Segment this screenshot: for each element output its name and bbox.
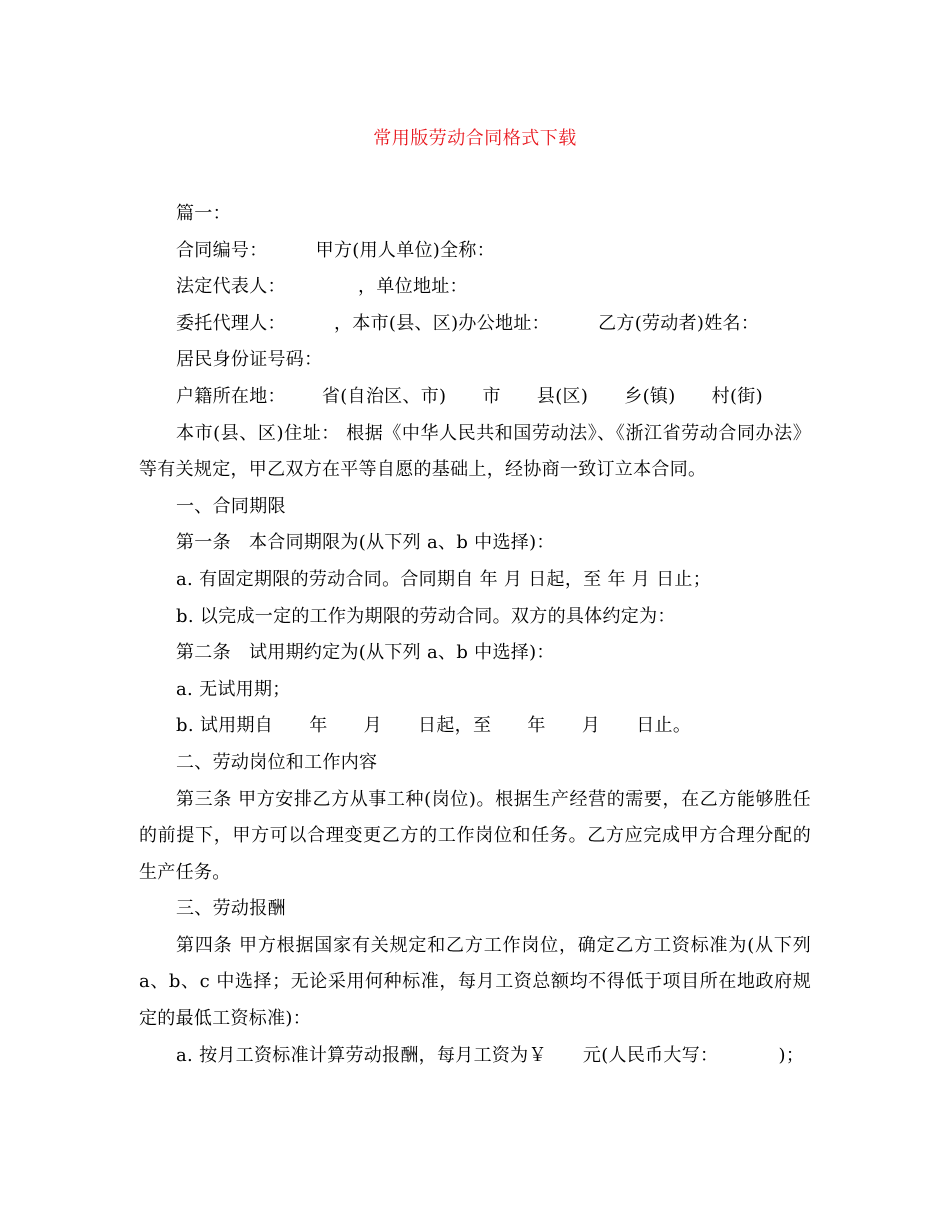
article-2-option-b: b. 试用期自 年 月 日起，至 年 月 日止。 xyxy=(176,715,692,737)
heading-remuneration: 三、劳动报酬 xyxy=(176,898,286,920)
text-line-contract-number: 合同编号： 甲方(用人单位)全称： xyxy=(176,239,496,261)
article-1-option-a: a. 有固定期限的劳动合同。合同期自 年 月 日起，至 年 月 日止； xyxy=(176,568,712,590)
text-line-legal-representative: 法定代表人： ，单位地址： xyxy=(176,276,468,298)
paragraph-address-basis: 本市(县、区)住址： 根据《中华人民共和国劳动法》、《浙江省劳动合同办法》等有关规定，甲乙双方在平等自愿的基础上，经协商一致订立本合同。 xyxy=(139,422,811,481)
text-line-id-number: 居民身份证号码： xyxy=(176,349,323,371)
heading-job-position: 二、劳动岗位和工作内容 xyxy=(176,751,378,773)
text-line-section-label: 篇一： xyxy=(176,203,231,224)
document-title: 常用版劳动合同格式下载 xyxy=(373,128,577,149)
article-3: 第三条 甲方安排乙方从事工种(岗位)。根据生产经营的需要，在乙方能够胜任的前提下，甲方可以合理变更乙方的工作岗位和任务。乙方应完成甲方合理分配的生产任务。 xyxy=(139,788,811,883)
article-1: 第一条 本合同期限为(从下列 a、b 中选择)： xyxy=(176,532,555,554)
text-line-household-registration: 户籍所在地： 省(自治区、市) 市 县(区) 乡(镇) 村(街) xyxy=(176,385,763,407)
article-4: 第四条 甲方根据国家有关规定和乙方工作岗位，确定乙方工资标准为(从下列 a、b、c 中选择；无论采用何种标准，每月工资总额均不得低于项目所在地政府规定的最低工资标准)： xyxy=(139,934,811,1030)
heading-contract-term: 一、合同期限 xyxy=(176,495,286,517)
text-line-authorized-agent: 委托代理人： ，本市(县、区)办公地址： 乙方(劳动者)姓名： xyxy=(176,312,760,334)
article-2-option-a: a. 无试用期； xyxy=(176,678,291,700)
document-body xyxy=(139,196,811,1074)
article-4-option-a: a. 按月工资标准计算劳动报酬，每月工资为￥ 元(人民币大写： )； xyxy=(176,1044,805,1066)
article-1-option-b: b. 以完成一定的工作为期限的劳动合同。双方的具体约定为： xyxy=(176,605,676,627)
article-2: 第二条 试用期约定为(从下列 a、b 中选择)： xyxy=(176,642,555,664)
